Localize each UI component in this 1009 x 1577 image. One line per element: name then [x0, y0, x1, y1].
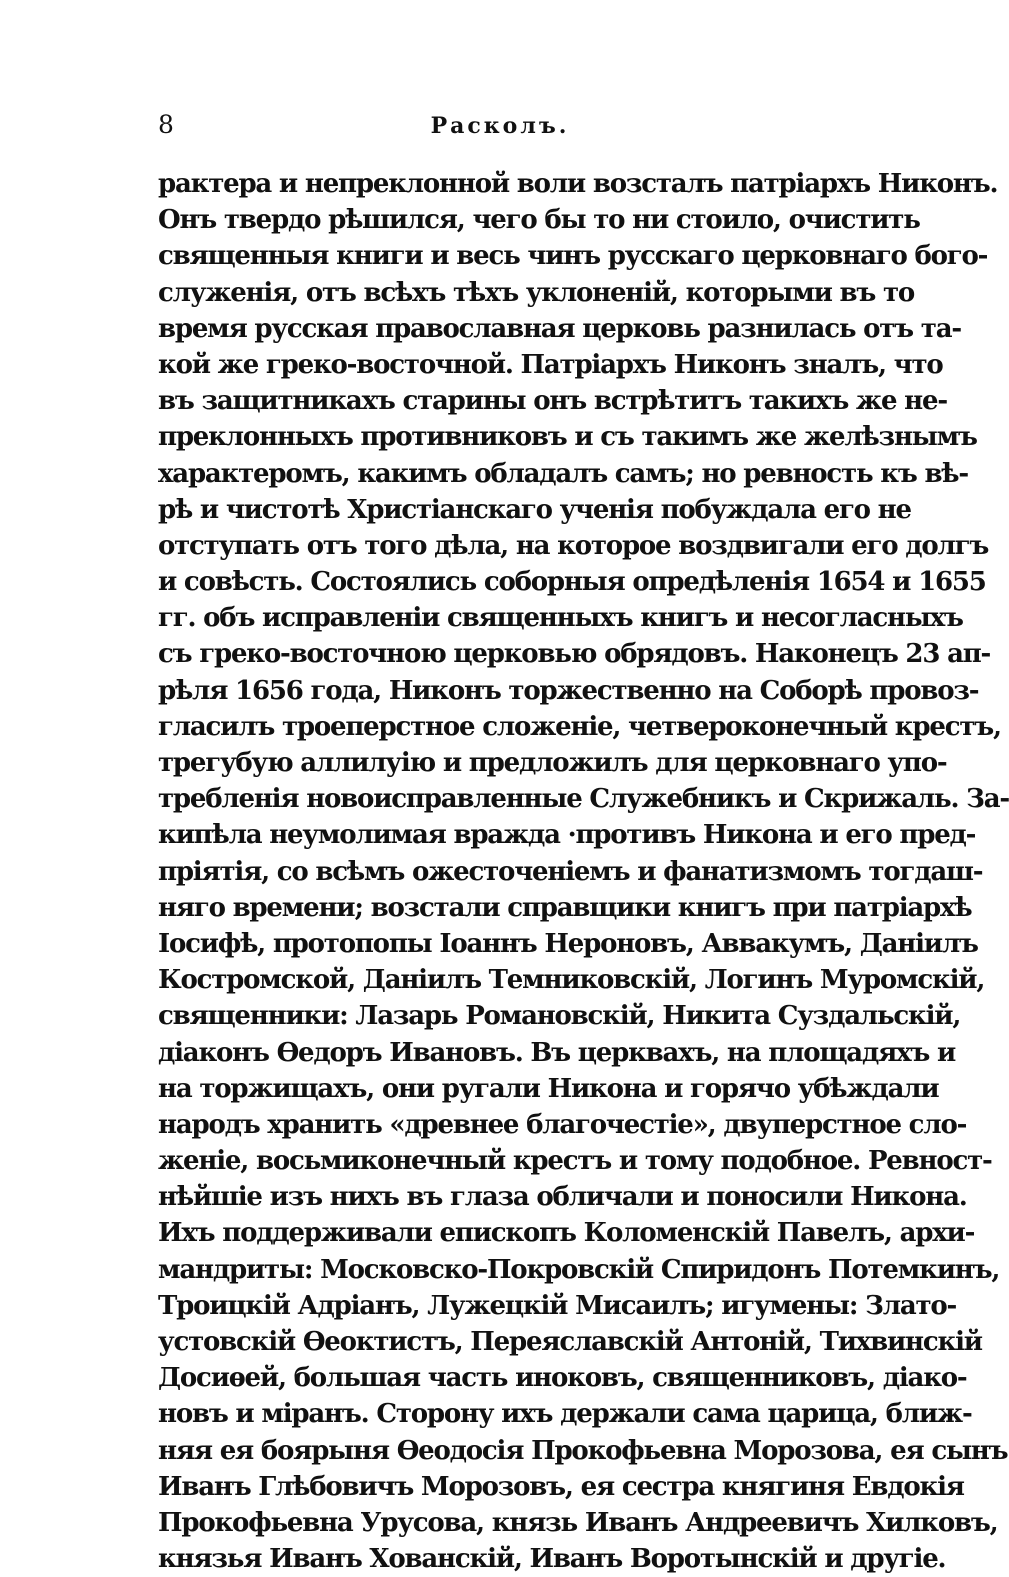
text-line: няя ея боярыня Ѳеодосія Прокофьевна Морозова, ея сынъ	[158, 1435, 1008, 1466]
page-number: 8	[158, 110, 174, 139]
text-line: князья Иванъ Хованскій, Иванъ Воротынскій и другіе.	[158, 1544, 946, 1575]
text-line: пріятія, со всѣмъ ожесточеніемъ и фанатизмомъ тогдаш-	[158, 856, 983, 887]
text-line: гг. объ исправленіи священныхъ книгъ и несогласныхъ	[158, 603, 963, 634]
text-line: въ защитникахъ старины онъ встрѣтитъ такихъ же не-	[158, 386, 947, 417]
text-line: Костромской, Даніилъ Темниковскій, Логинъ Муромскій,	[158, 965, 985, 996]
running-title: Расколъ.	[430, 113, 570, 139]
text-line: народъ хранить «древнее благочестіе», двуперстное сло-	[158, 1109, 967, 1140]
text-line: трегубую аллилуію и предложилъ для церковнаго упо-	[158, 748, 947, 778]
text-line: съ греко-восточною церковью обрядовъ. Наконецъ 23 ап-	[158, 639, 991, 670]
text-line: Іосифѣ, протопопы Іоаннъ Нероновъ, Аввакумъ, Даніилъ	[158, 928, 978, 959]
text-line: кой же греко-восточной. Патріархъ Никонъ зналъ, что	[158, 349, 943, 380]
text-line: устовскій Ѳеоктистъ, Переяславскій Антоній, Тихвинскій	[158, 1327, 982, 1357]
text-line: преклонныхъ противниковъ и съ такимъ же желѣзнымъ	[158, 422, 977, 453]
text-line: священныя книги и весь чинъ русскаго церковнаго бого-	[158, 241, 988, 272]
text-line: Ихъ поддерживали епископъ Коломенскій Павелъ, архи-	[158, 1218, 975, 1249]
text-line: Прокофьевна Урусова, князь Иванъ Андреевичъ Хилковъ,	[158, 1507, 998, 1538]
text-line: Троицкій Адріанъ, Лужецкій Мисаилъ; игумены: Злато-	[158, 1290, 957, 1321]
text-line: Онъ твердо рѣшился, чего бы то ни стоило, очистить	[158, 205, 920, 236]
text-line: няго времени; возстали справщики книгъ при патріархѣ	[158, 892, 972, 923]
text-line: новъ и міранъ. Сторону ихъ держали сама царица, ближ-	[158, 1399, 972, 1430]
text-line: время русская православная церковь разнилась отъ та-	[158, 313, 961, 344]
body-text	[158, 166, 1009, 1577]
text-line: гласилъ троеперстное сложеніе, четвероконечный крестъ,	[158, 711, 1001, 742]
text-line: на торжищахъ, они ругали Никона и горячо убѣждали	[158, 1073, 939, 1104]
text-line: характеромъ, какимъ обладалъ самъ; но ревность къ вѣ-	[158, 458, 968, 489]
text-line: и совѣсть. Состоялись соборныя опредѣленія 1654 и 1655	[158, 567, 986, 598]
text-line: мандриты: Московско-Покровскій Спиридонъ Потемкинъ,	[158, 1254, 1000, 1285]
text-line: требленія новоисправленные Служебникъ и Скрижаль. За-	[158, 784, 1009, 815]
text-line: рѣля 1656 года, Никонъ торжественно на Соборѣ провоз-	[158, 675, 979, 706]
text-line: рѣ и чистотѣ Христіанскаго ученія побуждала его не	[158, 494, 911, 525]
text-line: Иванъ Глѣбовичъ Морозовъ, ея сестра княгиня Евдокія	[158, 1471, 964, 1502]
text-line: діаконъ Ѳедоръ Ивановъ. Въ церквахъ, на площадяхъ и	[158, 1037, 956, 1068]
text-line: отступать отъ того дѣла, на которое воздвигали его долгъ	[158, 530, 989, 561]
text-line: нѣйшіе изъ нихъ въ глаза обличали и поносили Никона.	[158, 1182, 967, 1213]
text-line: Досиѳей, большая часть иноковъ, священниковъ, діако-	[158, 1363, 967, 1394]
text-line: священники: Лазарь Романовскій, Никита Суздальскій,	[158, 1001, 961, 1032]
text-line: кипѣла неумолимая вражда ·противъ Никона и его пред-	[158, 820, 976, 851]
text-line: рактера и непреклонной воли возсталъ патріархъ Никонъ.	[158, 169, 998, 199]
text-line: женіе, восьмиконечный крестъ и тому подобное. Ревност-	[158, 1146, 992, 1177]
text-line: служенія, отъ всѣхъ тѣхъ уклоненій, которыми въ то	[158, 277, 915, 308]
